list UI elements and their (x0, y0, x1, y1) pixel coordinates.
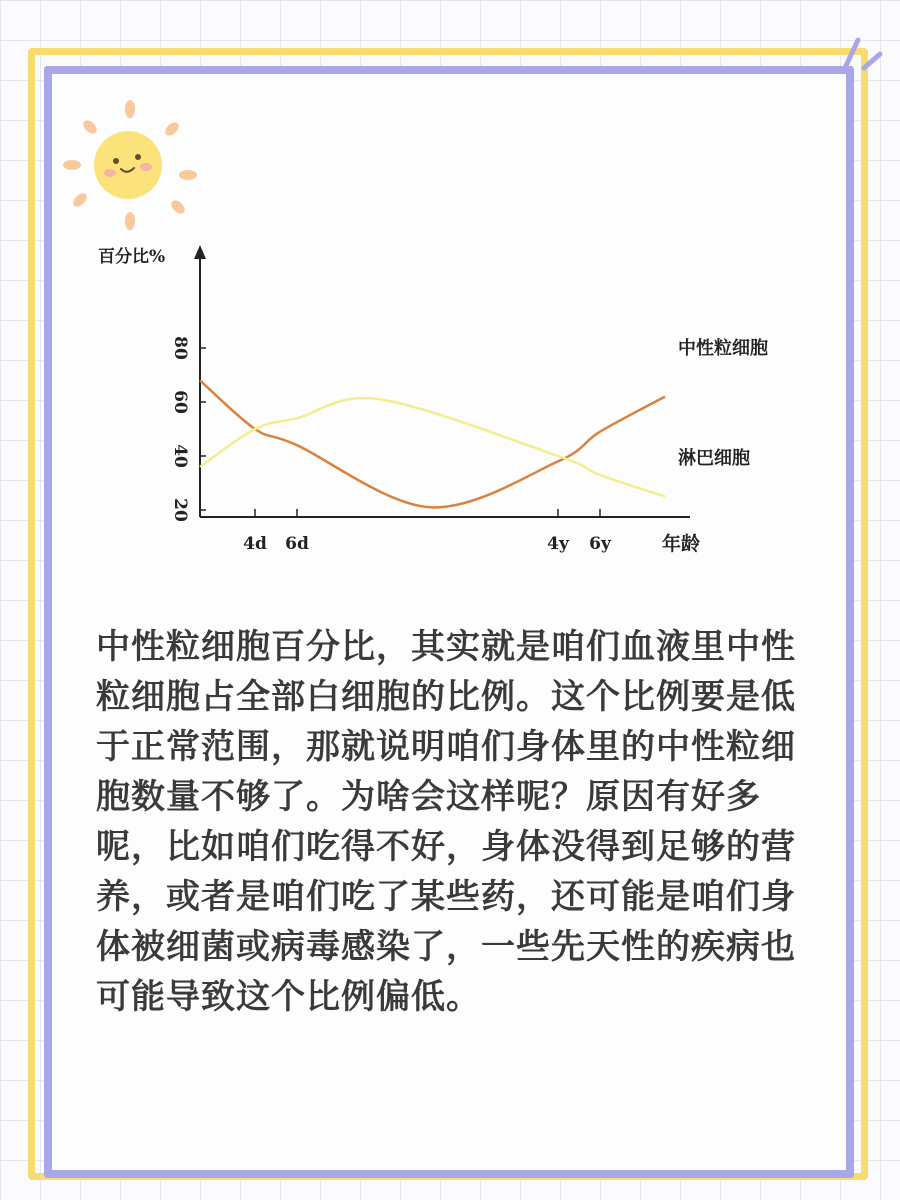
x-tick-label: 4d (243, 534, 267, 554)
explanation-paragraph: 中性粒细胞百分比，其实就是咱们血液里中性粒细胞占全部白细胞的比例。这个比例要是低于正常范围，那就说明咱们身体里的中性粒细胞数量不够了。为啥会这样呢？原因有好多呢，比如咱们吃得不好，身体没得到足够的营养，或者是咱们吃了某些药，还可能是咱们身体被细菌或病毒感染了，一些先天性的疾病也可能导致这个比例偏低。 (96, 627, 796, 1017)
x-tick-label: 6y (589, 534, 611, 554)
y-axis-arrow (194, 245, 206, 259)
line-chart (80, 235, 820, 575)
y-tick-label: 40 (170, 444, 190, 468)
y-tick-label: 60 (170, 390, 190, 414)
neutrophil-series-label: 中性粒细胞 (678, 338, 768, 359)
neutrophil-line (200, 380, 665, 507)
lymphocyte-series-label: 淋巴细胞 (678, 448, 750, 469)
x-axis-label: 年龄 (662, 533, 701, 555)
sparkle-icon (836, 34, 886, 74)
x-tick-label: 6d (285, 534, 309, 554)
lymphocyte-line (200, 398, 665, 496)
y-axis-label: 百分比% (98, 247, 166, 267)
sun-icon (60, 95, 200, 235)
y-tick-label: 20 (170, 498, 190, 522)
x-tick-label: 4y (547, 534, 569, 554)
y-tick-label: 80 (170, 336, 190, 360)
